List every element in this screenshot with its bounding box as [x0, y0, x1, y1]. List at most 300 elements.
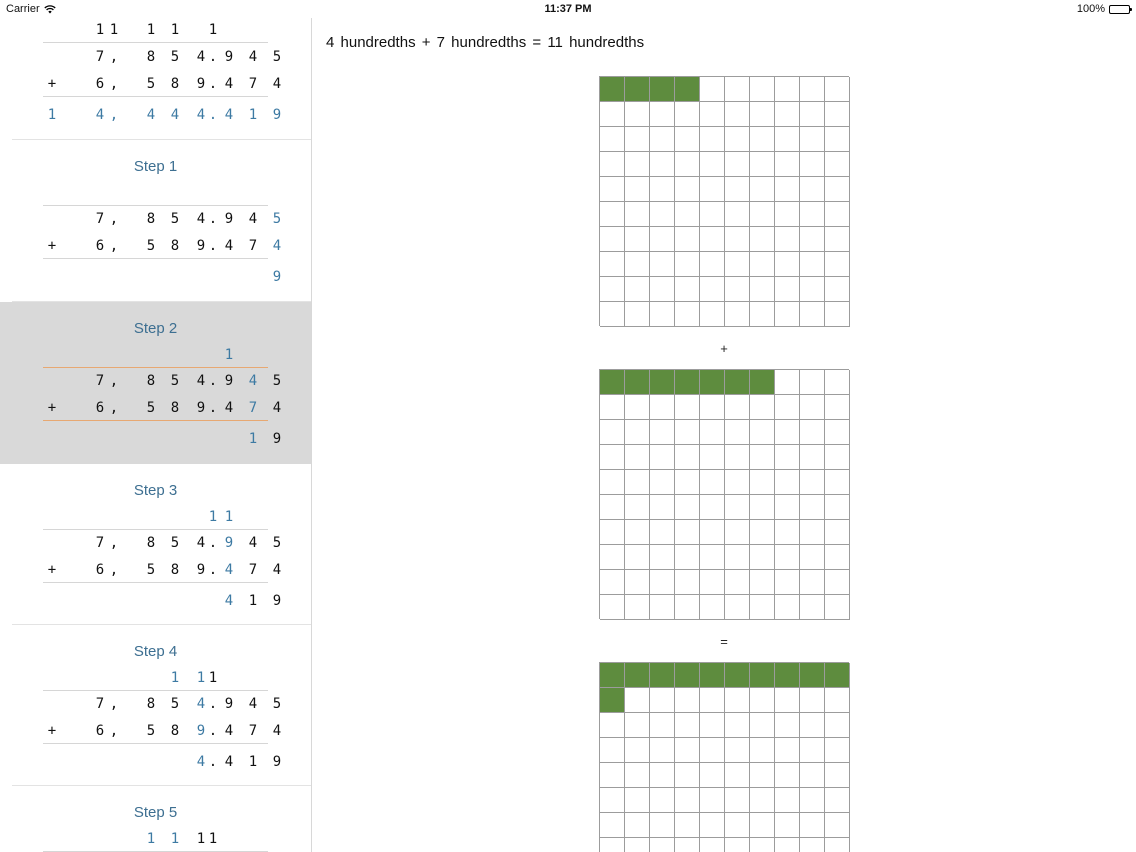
carry-divider [43, 529, 268, 530]
sidebar-item-step-1[interactable] [0, 140, 311, 302]
sum-divider [43, 96, 268, 97]
digit: . [208, 211, 218, 227]
sum-row [0, 104, 311, 126]
empty-square [800, 813, 825, 838]
carry-divider [43, 42, 268, 43]
filled-square [725, 663, 750, 688]
step-title: Step 5 [133, 804, 178, 821]
empty-square [625, 688, 650, 713]
empty-square [650, 545, 675, 570]
empty-square [625, 177, 650, 202]
digit: , [109, 107, 119, 123]
empty-square [825, 177, 850, 202]
empty-square [775, 302, 800, 327]
empty-square [825, 152, 850, 177]
grid-sum [599, 662, 849, 852]
digit: 5 [170, 696, 180, 712]
empty-square [625, 395, 650, 420]
empty-square [800, 470, 825, 495]
digit: 9 [224, 535, 234, 551]
empty-square [750, 445, 775, 470]
digit: . [208, 76, 218, 92]
empty-square [600, 227, 625, 252]
empty-square [625, 545, 650, 570]
digit: 4 [248, 696, 258, 712]
addend-row-bottom [0, 559, 311, 581]
addend-row-bottom [0, 73, 311, 95]
empty-square [650, 763, 675, 788]
empty-square [775, 713, 800, 738]
carrier-label: Carrier [6, 3, 40, 15]
filled-square [775, 663, 800, 688]
carrier-indicator [6, 3, 56, 15]
empty-square [675, 520, 700, 545]
empty-square [600, 152, 625, 177]
empty-square [700, 252, 725, 277]
empty-square [775, 838, 800, 852]
empty-square [650, 570, 675, 595]
carry-row [0, 19, 311, 41]
empty-square [600, 763, 625, 788]
digit: 4 [196, 535, 206, 551]
empty-square [650, 838, 675, 852]
digit: 7 [95, 211, 105, 227]
empty-square [700, 102, 725, 127]
empty-square [625, 570, 650, 595]
empty-square [775, 202, 800, 227]
empty-square [825, 302, 850, 327]
empty-square [825, 570, 850, 595]
empty-square [800, 495, 825, 520]
empty-square [775, 570, 800, 595]
digit: 4 [196, 49, 206, 65]
empty-square [750, 738, 775, 763]
empty-square [700, 738, 725, 763]
digit: 9 [272, 431, 282, 447]
empty-square [675, 595, 700, 620]
digit: 8 [170, 723, 180, 739]
equals-sign: = [720, 634, 728, 649]
digit: . [208, 535, 218, 551]
digit: 9 [272, 107, 282, 123]
digit: 4 [95, 107, 105, 123]
digit: 1 [196, 831, 206, 847]
empty-square [625, 813, 650, 838]
empty-square [625, 713, 650, 738]
empty-square [700, 77, 725, 102]
digit: 4 [248, 49, 258, 65]
digit: 1 [248, 431, 258, 447]
empty-square [825, 838, 850, 852]
empty-square [800, 838, 825, 852]
digit: , [109, 49, 119, 65]
empty-square [625, 520, 650, 545]
addend-row-bottom [0, 720, 311, 742]
empty-square [700, 788, 725, 813]
empty-square [725, 788, 750, 813]
digit: 4 [224, 754, 234, 770]
digit: 4 [224, 723, 234, 739]
sidebar-item-summary[interactable] [0, 18, 311, 140]
empty-square [725, 177, 750, 202]
empty-square [800, 302, 825, 327]
sum-divider [43, 258, 268, 259]
empty-square [600, 838, 625, 852]
digit: 8 [170, 562, 180, 578]
digit: 9 [224, 373, 234, 389]
empty-square [800, 127, 825, 152]
addend-row-top [0, 208, 311, 230]
filled-square [750, 370, 775, 395]
empty-square [825, 252, 850, 277]
digit: 4 [272, 723, 282, 739]
empty-square [725, 838, 750, 852]
empty-square [825, 738, 850, 763]
digit: 4 [196, 696, 206, 712]
empty-square [800, 227, 825, 252]
empty-square [650, 445, 675, 470]
empty-square [750, 813, 775, 838]
digit: 1 [146, 831, 156, 847]
filled-square [625, 663, 650, 688]
empty-square [650, 495, 675, 520]
empty-square [800, 520, 825, 545]
filled-square [600, 663, 625, 688]
empty-square [700, 395, 725, 420]
empty-square [725, 77, 750, 102]
empty-square [750, 77, 775, 102]
empty-square [775, 595, 800, 620]
empty-square [800, 77, 825, 102]
empty-square [750, 177, 775, 202]
empty-square [650, 302, 675, 327]
filled-square [700, 370, 725, 395]
empty-square [800, 738, 825, 763]
digit: . [208, 400, 218, 416]
empty-square [750, 277, 775, 302]
digit: 9 [272, 754, 282, 770]
empty-square [600, 252, 625, 277]
filled-square [750, 663, 775, 688]
empty-square [600, 520, 625, 545]
digit: + [47, 238, 57, 254]
filled-square [725, 370, 750, 395]
empty-square [750, 302, 775, 327]
empty-square [825, 545, 850, 570]
empty-square [825, 470, 850, 495]
digit: , [109, 562, 119, 578]
empty-square [800, 445, 825, 470]
empty-square [675, 302, 700, 327]
empty-square [650, 177, 675, 202]
digit: 4 [224, 562, 234, 578]
step-title: Step 2 [133, 320, 178, 337]
empty-square [725, 688, 750, 713]
empty-square [800, 102, 825, 127]
digit: 5 [272, 49, 282, 65]
empty-square [625, 420, 650, 445]
empty-square [800, 202, 825, 227]
addend-row-bottom [0, 397, 311, 419]
empty-square [825, 202, 850, 227]
sidebar-item-step-2[interactable] [0, 302, 311, 464]
digit: 7 [95, 696, 105, 712]
digit: , [109, 238, 119, 254]
digit: 1 [170, 831, 180, 847]
digit: . [208, 562, 218, 578]
empty-square [650, 470, 675, 495]
digit: 5 [170, 211, 180, 227]
digit: 1 [146, 22, 156, 38]
empty-square [650, 277, 675, 302]
empty-square [725, 302, 750, 327]
filled-square [650, 77, 675, 102]
empty-square [800, 152, 825, 177]
empty-square [600, 788, 625, 813]
digit: 1 [248, 107, 258, 123]
digit: 6 [95, 238, 105, 254]
sidebar-item-step-4[interactable] [0, 625, 311, 786]
empty-square [775, 763, 800, 788]
empty-square [775, 813, 800, 838]
empty-square [675, 838, 700, 852]
empty-square [675, 277, 700, 302]
empty-square [700, 227, 725, 252]
steps-sidebar[interactable] [0, 18, 312, 852]
empty-square [750, 495, 775, 520]
empty-square [775, 227, 800, 252]
digit: 1 [224, 509, 234, 525]
empty-square [725, 202, 750, 227]
empty-square [600, 470, 625, 495]
digit: 5 [146, 562, 156, 578]
empty-square [700, 495, 725, 520]
digit: 7 [248, 562, 258, 578]
empty-square [700, 127, 725, 152]
empty-square [725, 127, 750, 152]
digit: 4 [248, 211, 258, 227]
empty-square [775, 77, 800, 102]
battery-icon [1109, 5, 1130, 14]
empty-square [700, 688, 725, 713]
empty-square [600, 177, 625, 202]
digit: 4 [224, 593, 234, 609]
digit: 1 [248, 593, 258, 609]
digit: 1 [170, 22, 180, 38]
empty-square [725, 152, 750, 177]
empty-square [675, 420, 700, 445]
empty-square [675, 152, 700, 177]
step-title: Step 3 [133, 482, 178, 499]
empty-square [700, 152, 725, 177]
empty-square [600, 302, 625, 327]
digit: 6 [95, 400, 105, 416]
empty-square [750, 202, 775, 227]
empty-square [750, 102, 775, 127]
empty-square [800, 395, 825, 420]
digit: + [47, 723, 57, 739]
empty-square [800, 252, 825, 277]
empty-square [675, 445, 700, 470]
empty-square [825, 595, 850, 620]
empty-square [675, 495, 700, 520]
empty-square [600, 813, 625, 838]
digit: 4 [248, 535, 258, 551]
digit: 4 [224, 400, 234, 416]
digit: 7 [95, 49, 105, 65]
digit: 1 [170, 670, 180, 686]
wifi-icon [44, 5, 56, 14]
digit: 8 [170, 400, 180, 416]
empty-square [725, 102, 750, 127]
empty-square [600, 420, 625, 445]
empty-square [750, 152, 775, 177]
visualization-panel [312, 18, 1136, 852]
empty-square [750, 420, 775, 445]
digit: 4 [248, 373, 258, 389]
empty-square [700, 713, 725, 738]
digit: . [208, 238, 218, 254]
empty-square [775, 420, 800, 445]
empty-square [775, 177, 800, 202]
digit: , [109, 373, 119, 389]
empty-square [600, 545, 625, 570]
empty-square [700, 520, 725, 545]
digit: 8 [146, 49, 156, 65]
empty-square [650, 127, 675, 152]
empty-square [675, 688, 700, 713]
empty-square [600, 395, 625, 420]
digit: 7 [248, 723, 258, 739]
carry-divider [43, 205, 268, 206]
filled-square [825, 663, 850, 688]
empty-square [650, 202, 675, 227]
digit: 4 [196, 211, 206, 227]
carry-row [0, 344, 311, 366]
digit: 9 [272, 269, 282, 285]
empty-square [725, 445, 750, 470]
digit: . [208, 107, 218, 123]
empty-square [775, 152, 800, 177]
empty-square [650, 713, 675, 738]
digit: 5 [170, 373, 180, 389]
carry-row [0, 828, 311, 850]
digit: 4 [272, 562, 282, 578]
empty-square [750, 838, 775, 852]
digit: + [47, 562, 57, 578]
digit: 5 [146, 76, 156, 92]
empty-square [650, 102, 675, 127]
empty-square [725, 570, 750, 595]
empty-square [650, 152, 675, 177]
sum-row [0, 751, 311, 773]
empty-square [675, 470, 700, 495]
digit: 4 [272, 400, 282, 416]
filled-square [675, 77, 700, 102]
empty-square [625, 277, 650, 302]
digit: 4 [170, 107, 180, 123]
empty-square [600, 102, 625, 127]
digit: 8 [146, 373, 156, 389]
empty-square [800, 763, 825, 788]
digit: 1 [47, 107, 57, 123]
digit: 1 [109, 22, 119, 38]
digit: + [47, 400, 57, 416]
empty-square [700, 813, 725, 838]
plus-sign: + [720, 341, 728, 356]
empty-square [675, 763, 700, 788]
empty-square [725, 395, 750, 420]
filled-square [650, 663, 675, 688]
empty-square [650, 227, 675, 252]
empty-square [625, 127, 650, 152]
digit: 5 [146, 723, 156, 739]
empty-square [750, 595, 775, 620]
digit: 4 [224, 238, 234, 254]
carry-divider [43, 367, 268, 368]
sidebar-item-step-5[interactable] [0, 786, 311, 852]
empty-square [675, 177, 700, 202]
digit: 8 [146, 696, 156, 712]
empty-square [675, 570, 700, 595]
empty-square [775, 738, 800, 763]
empty-square [625, 445, 650, 470]
empty-square [750, 470, 775, 495]
empty-square [700, 570, 725, 595]
empty-square [675, 813, 700, 838]
empty-square [650, 252, 675, 277]
empty-square [775, 445, 800, 470]
empty-square [825, 445, 850, 470]
empty-square [725, 420, 750, 445]
digit: 5 [170, 535, 180, 551]
filled-square [600, 370, 625, 395]
digit: 4 [196, 373, 206, 389]
empty-square [750, 570, 775, 595]
digit: 4 [224, 76, 234, 92]
empty-square [775, 102, 800, 127]
empty-square [675, 788, 700, 813]
empty-square [775, 788, 800, 813]
empty-square [825, 520, 850, 545]
filled-square [675, 663, 700, 688]
empty-square [800, 713, 825, 738]
empty-square [725, 520, 750, 545]
empty-square [625, 788, 650, 813]
filled-square [700, 663, 725, 688]
digit: , [109, 696, 119, 712]
empty-square [700, 595, 725, 620]
empty-square [825, 813, 850, 838]
digit: 4 [272, 76, 282, 92]
empty-square [625, 102, 650, 127]
empty-square [750, 395, 775, 420]
digit: 5 [146, 400, 156, 416]
empty-square [725, 545, 750, 570]
empty-square [675, 127, 700, 152]
empty-square [650, 738, 675, 763]
sidebar-item-step-3[interactable] [0, 464, 311, 625]
addend-row-bottom [0, 235, 311, 257]
digit: 9 [196, 562, 206, 578]
empty-square [775, 370, 800, 395]
digit: 1 [208, 670, 218, 686]
empty-square [825, 102, 850, 127]
digit: 9 [224, 49, 234, 65]
empty-square [625, 302, 650, 327]
empty-square [625, 595, 650, 620]
empty-square [650, 395, 675, 420]
